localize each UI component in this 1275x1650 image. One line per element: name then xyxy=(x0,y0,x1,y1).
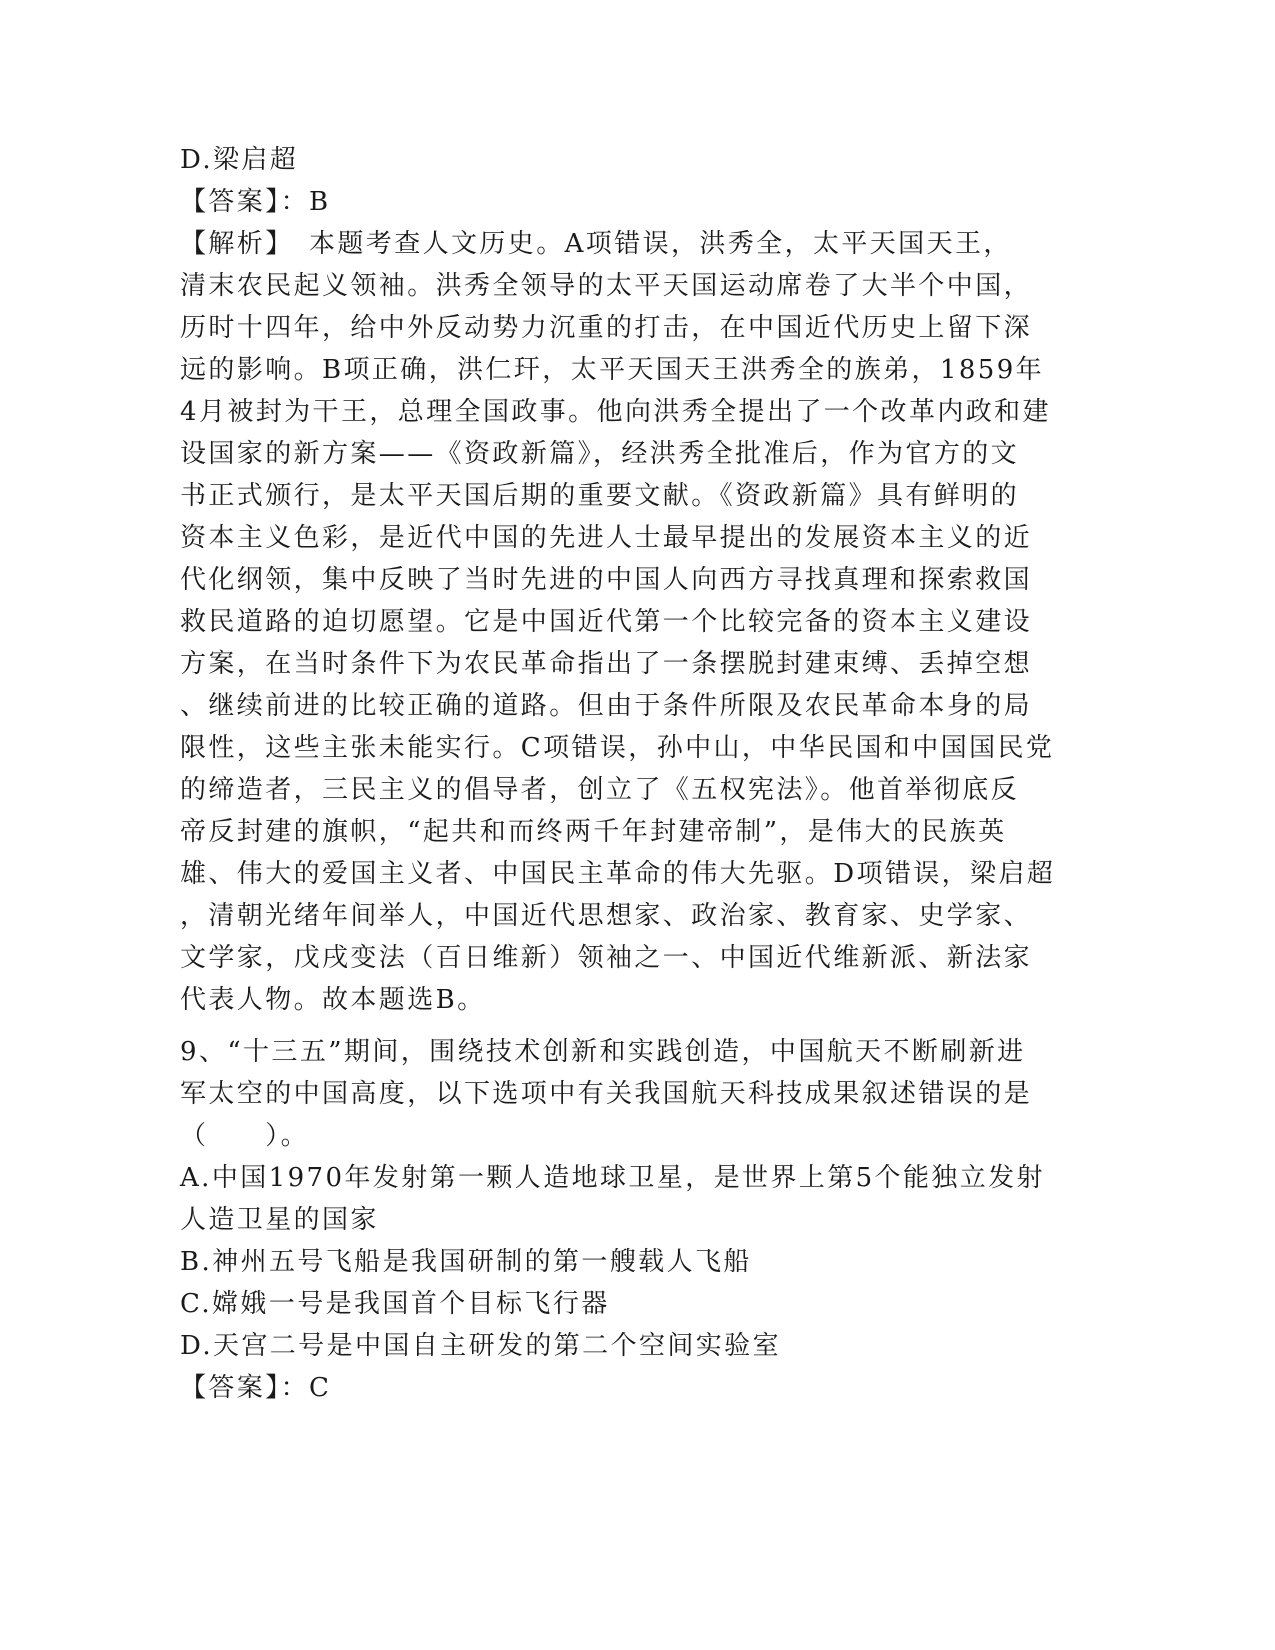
option-b: B.神州五号飞船是我国研制的第一艘载人飞船 xyxy=(180,1247,752,1277)
analysis-line: 远的影响。B项正确，洪仁玕，太平天国天王洪秀全的族弟，1859年 xyxy=(180,355,1045,385)
prev-answer: 【答案】：B xyxy=(180,187,331,217)
analysis-line: 清末农民起义领袖。洪秀全领导的太平天国运动席卷了大半个中国， xyxy=(180,271,1033,301)
analysis-line: 4月被封为干王，总理全国政事。他向洪秀全提出了一个改革内政和建 xyxy=(180,397,1051,427)
analysis-line: 雄、伟大的爱国主义者、中国民主革命的伟大先驱。D项错误，梁启超 xyxy=(180,859,1056,889)
analysis-line: 代表人物。故本题选B。 xyxy=(180,985,486,1015)
question-answer: 【答案】：C xyxy=(180,1373,332,1403)
analysis-line: 、继续前进的比较正确的道路。但由于条件所限及农民革命本身的局 xyxy=(180,691,1033,721)
analysis-line: 文学家，戊戌变法（百日维新）领袖之一、中国近代维新派、新法家 xyxy=(180,943,1033,973)
question-stem-line: 军太空的中国高度，以下选项中有关我国航天科技成果叙述错误的是 xyxy=(180,1079,1033,1109)
analysis-line: 救民道路的迫切愿望。它是中国近代第一个比较完备的资本主义建设 xyxy=(180,607,1033,637)
analysis-line: ，清朝光绪年间举人，中国近代思想家、政治家、教育家、史学家、 xyxy=(180,901,1033,931)
analysis-line: 代化纲领，集中反映了当时先进的中国人向西方寻找真理和探索救国 xyxy=(180,565,1033,595)
option-a-line: 人造卫星的国家 xyxy=(180,1205,379,1235)
question-stem-line: 9、“十三五”期间，围绕技术创新和实践创造，中国航天不断刷新进 xyxy=(180,1037,1026,1067)
option-d: D.天宫二号是中国自主研发的第二个空间实验室 xyxy=(180,1331,781,1361)
analysis-line: 限性，这些主张未能实行。C项错误，孙中山，中华民国和中国国民党 xyxy=(180,733,1055,763)
analysis-line: 帝反封建的旗帜，“起共和而终两千年封建帝制”，是伟大的民族英 xyxy=(180,817,1007,847)
option-a-line: A.中国1970年发射第一颗人造地球卫星，是世界上第5个能独立发射 xyxy=(180,1163,1045,1193)
analysis-line: 设国家的新方案——《资政新篇》，经洪秀全批准后，作为官方的文 xyxy=(180,439,1020,469)
analysis-line: 的缔造者，三民主义的倡导者，创立了《五权宪法》。他首举彻底反 xyxy=(180,775,1020,805)
analysis-line: 书正式颁行，是太平天国后期的重要文献。《资政新篇》具有鲜明的 xyxy=(180,481,1020,511)
analysis-line: 【解析】 本题考查人文历史。A项错误，洪秀全，太平天国天王， xyxy=(180,229,1012,259)
option-c: C.嫦娥一号是我国首个目标飞行器 xyxy=(180,1289,610,1319)
analysis-line: 历时十四年，给中外反动势力沉重的打击，在中国近代历史上留下深 xyxy=(180,313,1033,343)
prev-option-d: D.梁启超 xyxy=(180,145,299,175)
analysis-line: 资本主义色彩，是近代中国的先进人士最早提出的发展资本主义的近 xyxy=(180,523,1033,553)
question-stem-line: （ ）。 xyxy=(180,1121,310,1151)
analysis-line: 方案，在当时条件下为农民革命指出了一条摆脱封建束缚、丢掉空想 xyxy=(180,649,1033,679)
